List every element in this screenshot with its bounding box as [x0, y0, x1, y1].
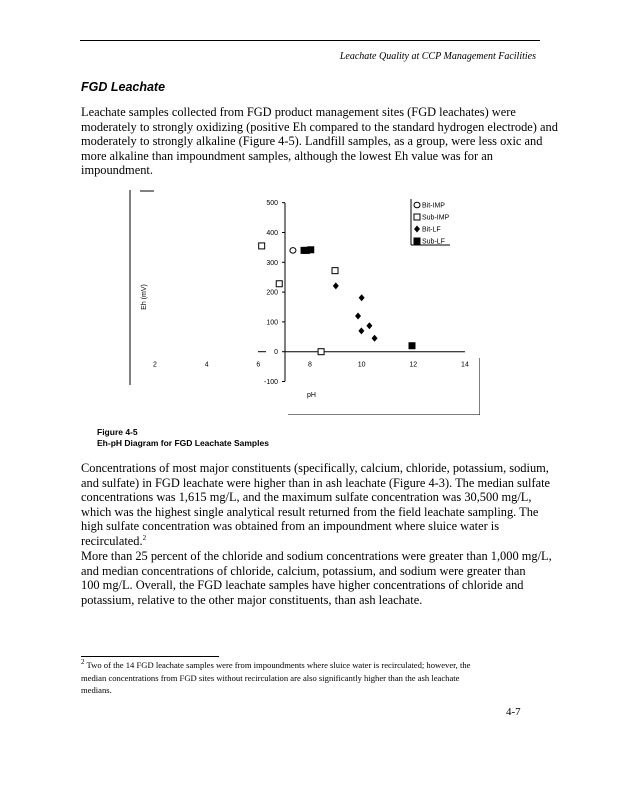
y-tick-label: 500 [266, 200, 278, 208]
legend-marker-sub-imp [414, 214, 420, 220]
y-tick-label: 0 [274, 349, 278, 357]
text-line: which was the highest single analytical result returned from the field leachate sampling. The [81, 504, 539, 519]
footnote-line: Two of the 14 FGD leachate samples were from impoundments where sluice water is recirculated; however, the [86, 660, 471, 670]
text-line: 100 mg/L. Overall, the FGD leachate samples have higher concentrations of chloride and [81, 578, 524, 593]
page-number: 4-7 [506, 706, 521, 718]
legend-label: Sub-IMP [422, 214, 450, 222]
data-point-sub-imp [332, 268, 338, 274]
x-tick-label: 14 [461, 361, 469, 369]
data-point-sub-imp [276, 281, 282, 287]
data-point-sub-imp [259, 243, 265, 249]
data-point-sub-lf [409, 342, 416, 349]
text-line: impoundment. [81, 163, 153, 178]
legend-marker-sub-lf [414, 238, 421, 245]
data-point-bit-lf [355, 312, 361, 319]
x-tick-label: 6 [256, 361, 261, 369]
data-point-sub-imp [318, 349, 324, 355]
text-line: moderately to strongly oxidizing (positive Eh compared to the standard hydrogen electrode) and [81, 119, 558, 134]
footnote-rule [81, 656, 219, 657]
text-line: and median concentrations of chloride, calcium, potassium, and sodium were greater than [81, 563, 526, 578]
figure-number: Figure 4-5 [97, 427, 138, 437]
x-tick-label: 2 [153, 361, 157, 369]
legend-marker-bit-lf [414, 226, 420, 233]
figure-caption [97, 427, 269, 449]
eh-ph-chart [120, 185, 480, 415]
text-line: recirculated. [81, 533, 143, 548]
data-point-bit-imp [290, 248, 296, 254]
footnote-line: median concentrations from FGD sites without recirculation are also significantly higher than the ash leachate [81, 672, 460, 683]
legend-label: Bit-IMP [422, 202, 445, 210]
text-line: moderately to strongly alkaline (Figure 4-5). Landfill samples, as a group, were less oxic and [81, 134, 543, 149]
data-point-bit-lf [333, 282, 339, 289]
legend-label: Sub-LF [422, 238, 445, 246]
running-header: Leachate Quality at CCP Management Facilities [339, 51, 536, 62]
x-axis-label: pH [307, 392, 316, 399]
x-tick-label: 10 [357, 361, 366, 369]
section-title: FGD Leachate [81, 80, 166, 94]
data-point-bit-lf [366, 322, 372, 329]
paragraph-1 [81, 105, 558, 178]
x-tick-label: 8 [308, 361, 312, 369]
y-tick-label: 100 [266, 319, 278, 327]
text-line: potassium, relative to the other major constituents, than ash leachate. [81, 592, 423, 607]
legend-marker-bit-imp [414, 202, 420, 208]
text-line: Leachate samples collected from FGD product management sites (FGD leachates) were [81, 105, 516, 119]
footnote-line: medians. [81, 685, 112, 696]
y-tick-label: 400 [266, 230, 278, 237]
header-rule [80, 40, 540, 41]
y-tick-label: 200 [266, 289, 278, 297]
data-point-bit-lf [359, 294, 365, 301]
text-line: more alkaline than impoundment samples, although the lowest Eh value was for an [81, 148, 493, 163]
footnote-reference[interactable]: 2 [142, 533, 147, 542]
footnote-marker: 2 [81, 658, 85, 667]
paragraph-2 [81, 461, 550, 549]
text-line: More than 25 percent of the chloride and sodium concentrations were greater than 1,000 mg/L, [81, 549, 552, 563]
text-line: and sulfate) in FGD leachate were higher than in ash leachate (Figure 4-3). The median sulfate [81, 475, 551, 490]
text-line: concentrations was 1,615 mg/L, and the maximum sulfate concentration was 30,500 mg/L, [81, 490, 532, 505]
figure-title: Eh-pH Diagram for FGD Leachate Samples [97, 438, 269, 448]
data-point-bit-lf [358, 327, 364, 334]
data-point-bit-lf [372, 335, 378, 342]
x-tick-label: 12 [409, 361, 418, 369]
text-line: Concentrations of most major constituents (specifically, calcium, chloride, potassium, sodium, [81, 461, 549, 475]
y-tick-label: 300 [266, 259, 278, 267]
y-tick-label: -100 [263, 379, 278, 386]
footnote [81, 659, 470, 697]
data-point-sub-lf [307, 246, 314, 253]
x-tick-label: 4 [204, 361, 209, 369]
text-line: high sulfate concentration was obtained from an impoundment where sluice water is [81, 519, 500, 534]
y-axis-label: Eh (mV) [141, 284, 148, 310]
paragraph-3 [81, 549, 552, 607]
legend-label: Bit-LF [422, 226, 441, 234]
